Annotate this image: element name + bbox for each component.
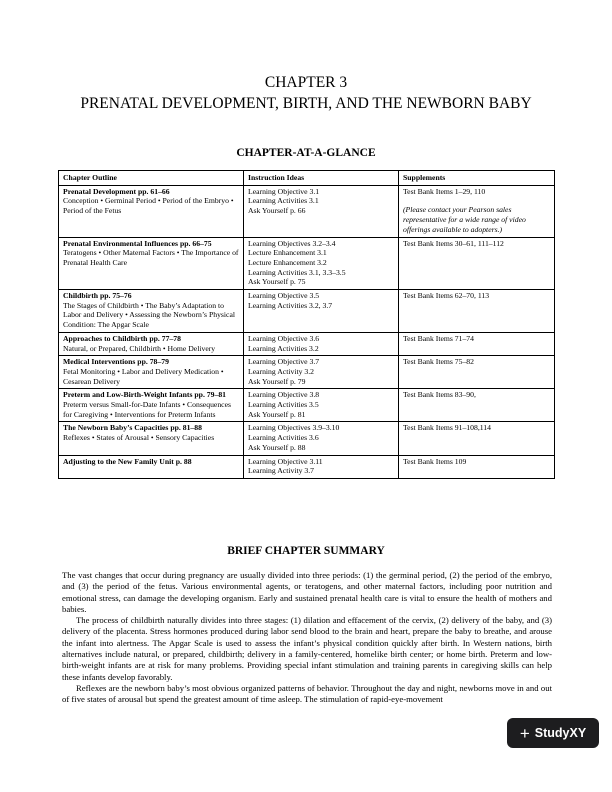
supplement-cell xyxy=(399,422,555,455)
supplement-text: Test Bank Items 83–90, xyxy=(403,390,476,400)
outline-title: Medical Interventions pp. 78–79 xyxy=(63,357,169,367)
header-instruction-ideas: Instruction Ideas xyxy=(244,171,399,186)
table-row xyxy=(59,389,555,422)
instruction-item: Learning Objective 3.6 xyxy=(248,333,320,343)
instruction-item: Learning Activities 3.2, 3.7 xyxy=(248,300,333,310)
plus-icon: + xyxy=(519,723,530,743)
table-row xyxy=(59,422,555,455)
instruction-item: Ask Yourself p. 79 xyxy=(248,376,306,386)
instruction-item: Learning Activities 3.6 xyxy=(248,433,319,443)
supplement-text: Test Bank Items 30–61, 111–112 xyxy=(403,238,504,248)
instruction-item: Ask Yourself p. 88 xyxy=(248,442,306,452)
chapter-title: PRENATAL DEVELOPMENT, BIRTH, AND THE NEWBORN BABY xyxy=(80,95,532,112)
supplement-text: Test Bank Items 62–70, 113 xyxy=(403,291,490,301)
instruction-item: Learning Objective 3.1 xyxy=(248,186,320,196)
summary-paragraph: The process of childbirth naturally divides into three stages: (1) dilation and effacement of the cervix, (2) delivery of the baby, and (3) delivery of the placenta. Stress hormones produced during labor send blood to the brain and heart, prepare the baby to breathe, and arouse the infant into alertness. The Apgar Scale is used to assess the infant’s physical condition quickly after birth. In Western nations, birth alternatives include natural, or prepared, childbirth; delivery in a family-centered, homelike birth center; or home birth. Preterm and low-birth-weight infants are at risk for many problems. Providing special infant stimulation and training parents in caregiving skills can help these infants develop favorably. xyxy=(62,615,552,682)
supplement-text: Test Bank Items 71–74 xyxy=(403,333,474,343)
supplement-cell xyxy=(399,237,555,290)
outline-cell xyxy=(59,422,244,455)
instruction-cell xyxy=(244,455,399,478)
table-header-row xyxy=(59,171,555,186)
supplement-cell xyxy=(399,185,555,237)
header-chapter-outline: Chapter Outline xyxy=(59,171,244,186)
outline-topics: Preterm versus Small-for-Date Infants • Consequences for Caregiving • Interventions for Preterm Infants xyxy=(63,400,231,419)
supplement-text: Test Bank Items 91–108,114 xyxy=(403,423,491,433)
outline-title: Prenatal Environmental Influences pp. 66–75 xyxy=(63,238,212,248)
chapter-heading xyxy=(0,72,612,114)
instruction-item: Learning Objective 3.11 xyxy=(248,456,323,466)
summary-heading: BRIEF CHAPTER SUMMARY xyxy=(227,545,385,557)
outline-title: Approaches to Childbirth pp. 77–78 xyxy=(63,333,181,343)
supplement-text: Test Bank Items 75–82 xyxy=(403,357,474,367)
outline-cell xyxy=(59,237,244,290)
instruction-item: Learning Objective 3.8 xyxy=(248,390,320,400)
table-row xyxy=(59,290,555,333)
instruction-item: Lecture Enhancement 3.1 xyxy=(248,248,327,258)
table-row xyxy=(59,332,555,355)
instruction-cell xyxy=(244,422,399,455)
outline-topics: Teratogens • Other Maternal Factors • The Importance of Prenatal Health Care xyxy=(63,248,239,267)
instruction-item: Learning Objective 3.7 xyxy=(248,357,320,367)
outline-topics: Natural, or Prepared, Childbirth • Home Delivery xyxy=(63,343,216,353)
instruction-item: Learning Activity 3.7 xyxy=(248,466,314,476)
outline-cell xyxy=(59,389,244,422)
instruction-item: Learning Activity 3.2 xyxy=(248,366,314,376)
outline-title: The Newborn Baby’s Capacities pp. 81–88 xyxy=(63,423,202,433)
outline-cell xyxy=(59,332,244,355)
supplement-cell xyxy=(399,290,555,333)
instruction-item: Learning Objectives 3.2–3.4 xyxy=(248,238,336,248)
outline-cell xyxy=(59,455,244,478)
instruction-cell xyxy=(244,332,399,355)
table-row xyxy=(59,356,555,389)
outline-title: Preterm and Low-Birth-Weight Infants pp. 79–81 xyxy=(63,390,227,400)
instruction-cell xyxy=(244,290,399,333)
instruction-item: Learning Activities 3.2 xyxy=(248,343,319,353)
summary-text xyxy=(62,570,552,706)
glance-heading: CHAPTER-AT-A-GLANCE xyxy=(236,147,376,159)
outline-cell xyxy=(59,290,244,333)
studyxy-badge[interactable] xyxy=(507,718,599,748)
instruction-item: Learning Activities 3.5 xyxy=(248,400,319,410)
summary-paragraph: Reflexes are the newborn baby’s most obvious organized patterns of behavior. Throughout the day and night, newborns move in and out of five states of arousal but spend the greatest amount of time asleep. The stimulation of rapid-eye-movement xyxy=(62,682,552,705)
table-row xyxy=(59,237,555,290)
table-row xyxy=(59,455,555,478)
header-supplements: Supplements xyxy=(399,171,555,186)
outline-title: Childbirth pp. 75–76 xyxy=(63,291,132,301)
badge-label: StudyXY xyxy=(534,726,587,740)
supplement-text: Test Bank Items 1–29, 110 xyxy=(403,186,486,196)
outline-topics: Fetal Monitoring • Labor and Delivery Medication • Cesarean Delivery xyxy=(63,366,224,386)
instruction-cell xyxy=(244,237,399,290)
instruction-item: Learning Objective 3.5 xyxy=(248,291,320,301)
instruction-item: Learning Activities 3.1, 3.3–3.5 xyxy=(248,267,346,277)
supplement-cell xyxy=(399,455,555,478)
outline-title: Adjusting to the New Family Unit p. 88 xyxy=(63,456,192,466)
instruction-item: Lecture Enhancement 3.2 xyxy=(248,257,327,267)
instruction-cell xyxy=(244,389,399,422)
chapter-number: CHAPTER 3 xyxy=(264,74,348,91)
instruction-cell xyxy=(244,185,399,237)
outline-title: Prenatal Development pp. 61–66 xyxy=(63,186,170,196)
supplement-cell xyxy=(399,332,555,355)
supplement-cell xyxy=(399,356,555,389)
instruction-item: Learning Activities 3.1 xyxy=(248,196,319,206)
outline-topics: The Stages of Childbirth • The Baby’s Adaptation to Labor and Delivery • Assessing the Newborn’s Physical Condition: The Apgar Scale xyxy=(63,300,235,330)
instruction-item: Ask Yourself p. 81 xyxy=(248,409,306,419)
instruction-item: Learning Objectives 3.9–3.10 xyxy=(248,423,340,433)
supplement-cell xyxy=(399,389,555,422)
table-row xyxy=(59,185,555,237)
chapter-at-a-glance-table xyxy=(58,170,555,479)
instruction-item: Ask Yourself p. 66 xyxy=(248,206,306,216)
instruction-item: Ask Yourself p. 75 xyxy=(248,277,306,287)
outline-cell xyxy=(59,185,244,237)
supplement-note: (Please contact your Pearson sales representative for a wide range of video offerings available to adopters.) xyxy=(403,205,526,234)
instruction-cell xyxy=(244,356,399,389)
outline-cell xyxy=(59,356,244,389)
summary-paragraph: The vast changes that occur during pregnancy are usually divided into three periods: (1) the germinal period, (2) the period of the embryo, and (3) the period of the fetus. Various environmental agents, or teratogens, and other maternal factors, including poor nutrition and emotional stress, can damage the developing organism. Early and sustained prenatal health care is vital to ensure the health of mothers and babies. xyxy=(62,570,552,614)
outline-topics: Reflexes • States of Arousal • Sensory Capacities xyxy=(63,433,215,443)
outline-topics: Conception • Germinal Period • Period of the Embryo • Period of the Fetus xyxy=(63,196,234,216)
supplement-text: Test Bank Items 109 xyxy=(403,456,467,466)
